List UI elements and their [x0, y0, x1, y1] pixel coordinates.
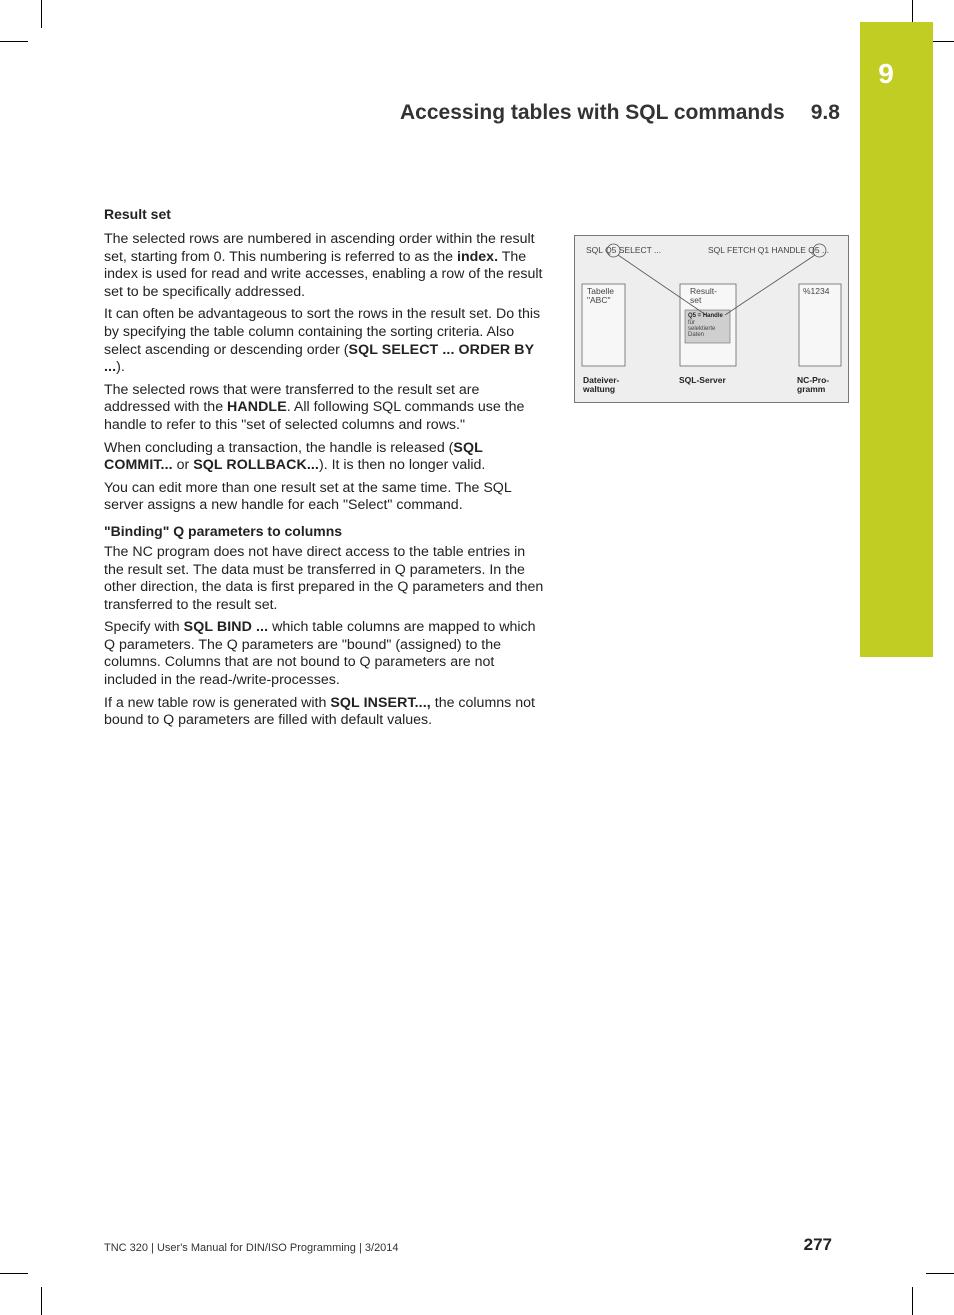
command-sql-rollback: SQL ROLLBACK...: [193, 457, 319, 474]
text: which table columns are mapped to which Q parameters. The Q parameters are "bound" (assigned) to the columns. Columns that are not bound to Q parameters are not included in the read-/write-processes.: [104, 619, 536, 689]
label-tabelle: Tabelle: [587, 286, 614, 296]
paragraph: You can edit more than one result set at the same time. The SQL server assigns a new handle for each "Select" command.: [104, 479, 512, 514]
label-nc-programm-2: gramm: [797, 384, 826, 394]
label-dateiverwaltung-2: waltung: [583, 384, 616, 394]
crop-mark: [912, 1287, 913, 1315]
label-q5-handle: Q5 = Handle: [688, 313, 723, 319]
cmd-sql-fetch: [708, 246, 829, 255]
footer-text: TNC 320 | User's Manual for DIN/ISO Programming | 3/2014: [104, 1242, 399, 1254]
label-dateiverwaltung-1: Dateiver-: [583, 375, 620, 385]
command-sql-commit: SQL COMMIT...: [104, 439, 483, 474]
crop-mark: [41, 0, 42, 28]
text: The index is used for read and write accesses, enabling a row of the result set to be specifically addressed.: [104, 248, 543, 300]
paragraph: [104, 695, 544, 730]
command-handle: HANDLE: [227, 399, 287, 416]
text: Q5: [808, 245, 820, 255]
crop-mark: [0, 41, 28, 42]
chapter-tab: [860, 22, 933, 657]
text: SQL: [586, 245, 606, 255]
crop-mark: [926, 1273, 954, 1274]
paragraph: The NC program does not have direct access to the table entries in the result set. The data must be transferred in Q parameters. In the other direction, the data is first prepared in the Q parameters and then transferred to the result set.: [104, 543, 544, 613]
text: . All following SQL commands use the handle to refer to this "set of selected columns and rows.": [104, 399, 525, 433]
page-number: 277: [803, 1235, 832, 1254]
heading-binding: "Binding" Q parameters to columns: [104, 522, 343, 539]
text: ).: [116, 359, 125, 376]
text: Specify with: [104, 619, 184, 636]
label-set: set: [690, 295, 702, 305]
text: or: [172, 457, 194, 474]
command-sql-bind: SQL BIND ...: [183, 619, 269, 636]
command-sql-insert: SQL INSERT...,: [330, 694, 431, 711]
running-header: [400, 101, 840, 125]
label-result: Result-: [690, 286, 717, 296]
text: SQL FETCH Q1 HANDLE: [708, 245, 809, 255]
text: ). It is then no longer valid.: [318, 457, 486, 474]
paragraph: [104, 306, 544, 376]
crop-mark: [41, 1287, 42, 1315]
label-abc: "ABC": [587, 295, 611, 305]
label-selektierte: selektierte: [688, 326, 716, 332]
text: SELECT ...: [616, 245, 662, 255]
paragraph: [104, 382, 544, 435]
label-nc-programm-1: NC-Pro-: [797, 375, 830, 385]
label-fur: für: [688, 320, 696, 326]
text: If a new table row is generated with: [104, 694, 331, 711]
cmd-sql-select: [586, 246, 661, 255]
heading-result-set: Result set: [104, 206, 171, 222]
section-number: 9.8: [810, 101, 840, 124]
term-index: index.: [457, 248, 499, 265]
paragraph: [104, 231, 544, 301]
main-text: [104, 206, 544, 735]
sql-diagram: [574, 235, 849, 403]
chapter-title: Accessing tables with SQL commands: [400, 101, 785, 124]
label-percent-1234: %1234: [803, 286, 830, 296]
box-nc-program: [799, 284, 841, 366]
paragraph: [104, 440, 544, 475]
label-sql-server: SQL-Server: [679, 375, 726, 385]
paragraph: [104, 619, 544, 689]
text: The selected rows are numbered in ascending order within the result set, starting from 0. This numbering is referred to as the: [104, 231, 535, 265]
label-daten: Daten: [688, 332, 705, 338]
text: ...: [819, 245, 830, 255]
text: It can often be advantageous to sort the rows in the result set. Do this by specifying the table column containing the sorting criteria. Also select ascending or descending order (: [104, 306, 541, 358]
text: The selected rows that were transferred to the result set are addressed with the: [104, 381, 480, 416]
crop-mark: [0, 1273, 28, 1274]
text: When concluding a transaction, the handle is released (: [104, 439, 454, 456]
text: the columns not bound to Q parameters are filled with default values.: [104, 694, 535, 729]
chapter-number: 9: [878, 58, 894, 89]
command-sql-select: SQL SELECT ... ORDER BY ...: [104, 341, 534, 376]
text: Q5: [605, 245, 617, 255]
